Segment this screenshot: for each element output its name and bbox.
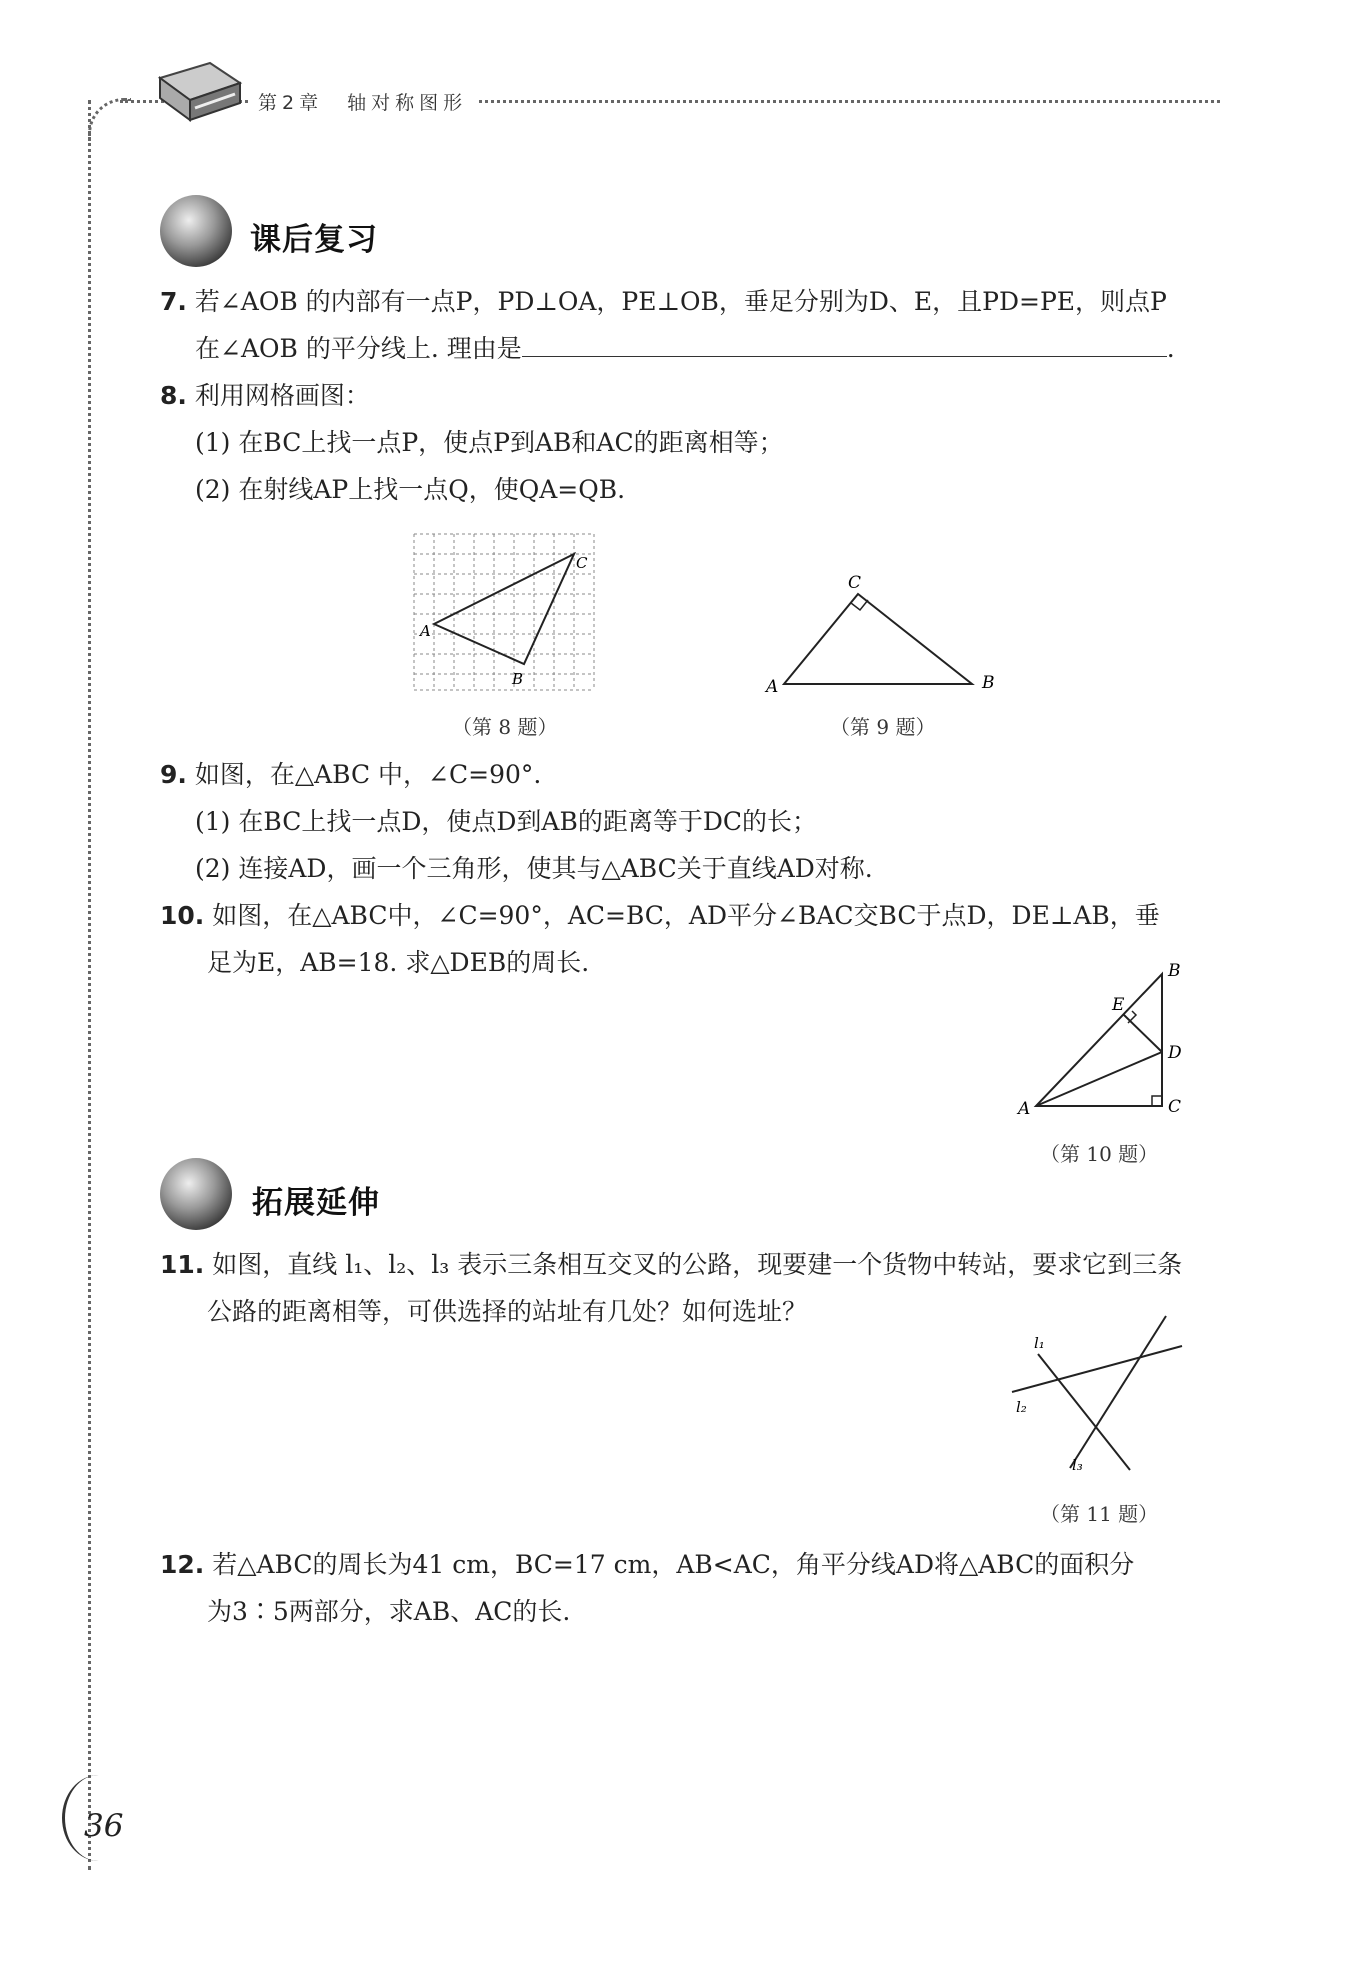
label-l2: l₂ xyxy=(1016,1398,1027,1416)
figure-8-grid-triangle xyxy=(410,530,600,695)
figure-9-right-triangle xyxy=(760,570,1010,700)
segment-ad xyxy=(1036,1052,1162,1106)
page-border-left xyxy=(88,100,91,1870)
label-l3: l₃ xyxy=(1072,1456,1083,1474)
line-l1 xyxy=(1038,1354,1130,1470)
figure-10-triangle xyxy=(1010,960,1210,1130)
book-logo-icon xyxy=(150,58,250,133)
right-angle-mark-c xyxy=(1152,1096,1162,1106)
question-9-text1: 如图，在△ABC 中，∠C=90°. xyxy=(194,760,542,789)
question-10-text1: 如图，在△ABC中，∠C=90°，AC=BC，AD平分∠BAC交BC于点D，DE⊥AB，垂 xyxy=(212,901,1160,930)
question-11-number: 11. xyxy=(160,1250,205,1279)
label-C: C xyxy=(576,554,588,572)
question-9-line1 xyxy=(160,760,541,790)
question-7-number: 7. xyxy=(160,287,187,316)
label-l1: l₁ xyxy=(1034,1334,1045,1352)
label-C: C xyxy=(848,573,862,593)
answer-blank[interactable] xyxy=(522,334,1167,357)
page-border-corner xyxy=(88,98,131,141)
question-8-text1: 利用网格画图： xyxy=(194,381,370,410)
triangle-abc xyxy=(434,554,574,664)
question-12-line2: 为3∶5两部分，求AB、AC的长. xyxy=(207,1597,571,1626)
label-E: E xyxy=(1112,995,1125,1015)
extension-section-icon xyxy=(160,1158,232,1230)
question-7-text1: 若∠AOB 的内部有一点P，PD⊥OA，PE⊥OB，垂足分别为D、E，且PD=PE，则点P xyxy=(194,287,1167,316)
label-B: B xyxy=(982,673,995,693)
question-12-number: 12. xyxy=(160,1550,205,1579)
label-A: A xyxy=(1018,1099,1031,1119)
question-8-line1 xyxy=(160,381,370,411)
question-7-text2: 在∠AOB 的平分线上. 理由是 xyxy=(195,334,522,363)
question-7-line1 xyxy=(160,287,1167,317)
label-A: A xyxy=(420,622,431,640)
chapter-header: 第2章 轴对称图形 xyxy=(248,88,477,115)
label-B: B xyxy=(1168,961,1181,981)
question-11-line1 xyxy=(160,1250,1182,1280)
question-9-number: 9. xyxy=(160,760,187,789)
question-10-number: 10. xyxy=(160,901,205,930)
right-angle-mark-e xyxy=(1128,1011,1136,1023)
section-title-extension: 拓展延伸 xyxy=(252,1185,380,1221)
question-8-part2: (2) 在射线AP上找一点Q，使QA=QB. xyxy=(195,475,626,504)
question-7-period: . xyxy=(1166,334,1175,363)
question-9-part1: (1) 在BC上找一点D，使点D到AB的距离等于DC的长； xyxy=(195,807,818,836)
question-7-line2 xyxy=(195,334,1175,364)
question-10-line1 xyxy=(160,901,1160,931)
question-11-text1: 如图，直线 l₁、l₂、l₃ 表示三条相互交叉的公路，现要建一个货物中转站，要求它到三条 xyxy=(212,1250,1183,1279)
right-angle-mark xyxy=(851,600,868,610)
review-section-icon xyxy=(160,195,232,267)
question-11-line2: 公路的距离相等，可供选择的站址有几处？如何选址？ xyxy=(207,1297,808,1326)
label-C: C xyxy=(1168,1097,1182,1117)
label-B: B xyxy=(512,670,524,688)
figure-9-caption: （第 9 题） xyxy=(830,715,936,739)
question-9-part2: (2) 连接AD，画一个三角形，使其与△ABC关于直线AD对称. xyxy=(195,854,873,883)
section-title-review: 课后复习 xyxy=(250,222,378,258)
line-l2 xyxy=(1012,1346,1182,1392)
question-8-number: 8. xyxy=(160,381,187,410)
question-8-part1: (1) 在BC上找一点P，使点P到AB和AC的距离相等； xyxy=(195,428,784,457)
figure-11-caption: （第 11 题） xyxy=(1040,1502,1159,1526)
figure-8-caption: （第 8 题） xyxy=(452,715,558,739)
question-10-line2: 足为E，AB=18. 求△DEB的周长. xyxy=(207,948,590,977)
page-number: 36 xyxy=(84,1808,124,1844)
triangle-abc xyxy=(1036,974,1162,1106)
label-D: D xyxy=(1168,1043,1182,1063)
label-A: A xyxy=(766,677,779,697)
triangle-abc xyxy=(784,594,972,684)
question-12-text1: 若△ABC的周长为41 cm，BC=17 cm，AB<AC，角平分线AD将△ABC的面积分 xyxy=(212,1550,1135,1579)
figure-10-caption: （第 10 题） xyxy=(1040,1142,1159,1166)
question-12-line1 xyxy=(160,1550,1134,1580)
line-l3 xyxy=(1070,1316,1166,1468)
figure-11-three-lines xyxy=(1000,1310,1200,1480)
